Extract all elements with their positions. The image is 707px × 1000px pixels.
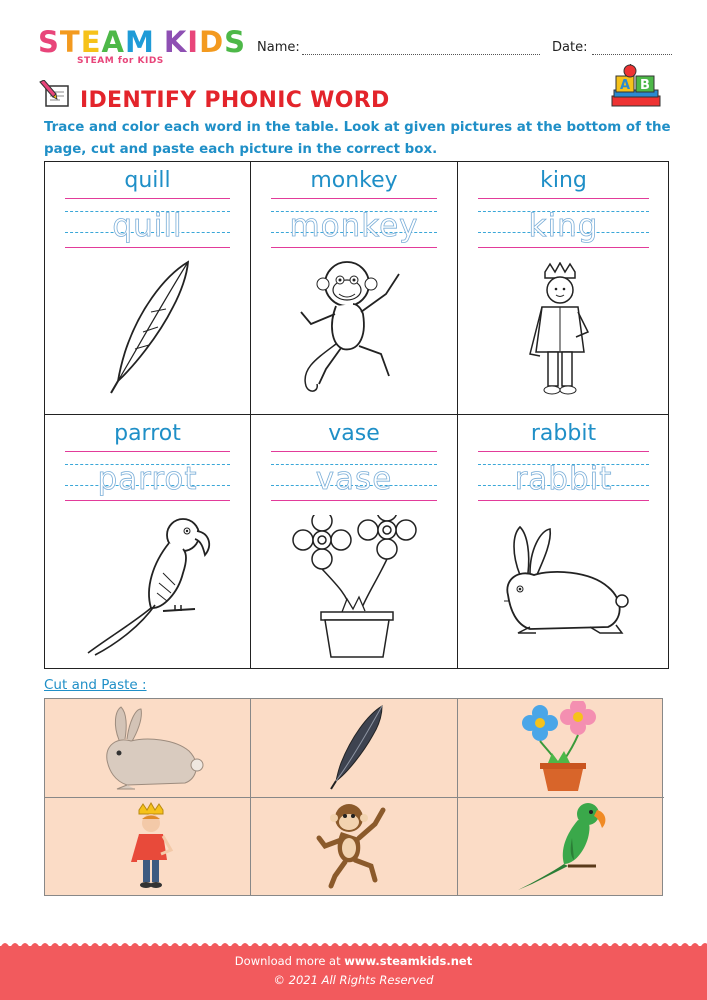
word-label: vase	[328, 421, 380, 446]
cutout-quill[interactable]	[251, 699, 458, 798]
rabbit-icon	[97, 705, 207, 793]
cutout-vase[interactable]	[458, 699, 664, 798]
parrot-icon	[83, 513, 223, 658]
steam-kids-logo	[38, 26, 246, 58]
phonic-word-table	[44, 161, 669, 669]
rabbit-icon	[490, 525, 640, 650]
trace-word: quill	[112, 208, 183, 244]
word-label: rabbit	[530, 421, 597, 446]
feather-icon	[103, 257, 193, 397]
word-label: monkey	[310, 168, 398, 193]
word-cell-quill[interactable]	[45, 162, 251, 415]
cutout-parrot[interactable]	[458, 798, 664, 895]
cut-and-paste-label: Cut and Paste :	[44, 677, 147, 693]
tracing-lines	[478, 451, 649, 501]
tracing-lines	[271, 451, 437, 501]
flower-pot-icon	[518, 701, 608, 795]
cut-and-paste-grid	[44, 698, 663, 896]
logo-letter: A	[101, 25, 125, 59]
download-prefix: Download more at	[234, 954, 341, 968]
trace-word: king	[528, 208, 599, 244]
tracing-lines	[65, 451, 230, 501]
flower-vase-icon	[287, 515, 427, 660]
word-cell-rabbit[interactable]	[458, 415, 669, 668]
tracing-lines	[271, 198, 437, 248]
word-label: quill	[124, 168, 171, 193]
trace-word: parrot	[97, 461, 198, 497]
instructions: Trace and color each word in the table. Look at given pictures at the bottom of the page, cut and paste each picture in the correct box.	[44, 120, 671, 157]
tracing-lines	[478, 198, 649, 248]
word-label: parrot	[114, 421, 181, 446]
word-cell-vase[interactable]	[251, 415, 458, 668]
word-label: king	[540, 168, 587, 193]
footer-download	[0, 954, 707, 968]
logo-letter: M	[124, 25, 155, 59]
page-title: IDENTIFY PHONIC WORD	[80, 88, 390, 113]
logo-letter: E	[80, 25, 102, 59]
logo-letter: S	[38, 25, 60, 59]
cutout-king[interactable]	[45, 798, 251, 895]
monkey-icon	[291, 254, 421, 399]
date-label: Date:	[552, 40, 588, 55]
logo-letter: K	[163, 25, 188, 59]
king-icon	[520, 262, 600, 407]
abc-book-icon	[608, 64, 664, 110]
trace-word: rabbit	[514, 461, 613, 497]
name-field[interactable]	[302, 54, 540, 55]
king-icon	[123, 802, 179, 892]
worksheet-pencil-icon	[38, 80, 72, 110]
copyright-text: © 2021 All Rights Reserved	[273, 973, 434, 987]
monkey-icon	[313, 800, 397, 892]
tracing-lines	[65, 198, 230, 248]
logo-letter: I	[187, 25, 200, 59]
word-cell-monkey[interactable]	[251, 162, 458, 415]
name-label: Name:	[257, 40, 300, 55]
cutout-rabbit[interactable]	[45, 699, 251, 798]
svg-text:B: B	[640, 78, 650, 93]
logo-subtitle: STEAM for KIDS	[77, 56, 164, 66]
trace-word: vase	[315, 461, 393, 497]
parrot-icon	[514, 798, 614, 892]
feather-icon	[327, 703, 387, 793]
word-cell-parrot[interactable]	[45, 415, 251, 668]
logo-letter: S	[224, 25, 247, 59]
trace-word: monkey	[289, 208, 419, 244]
cutout-monkey[interactable]	[251, 798, 458, 895]
site-link[interactable]: www.steamkids.net	[344, 954, 473, 968]
svg-text:A: A	[620, 78, 631, 93]
footer-scallop	[0, 938, 707, 948]
date-field[interactable]	[592, 54, 672, 55]
logo-letter: D	[199, 25, 225, 59]
logo-letter: T	[59, 25, 81, 59]
word-cell-king[interactable]	[458, 162, 669, 415]
